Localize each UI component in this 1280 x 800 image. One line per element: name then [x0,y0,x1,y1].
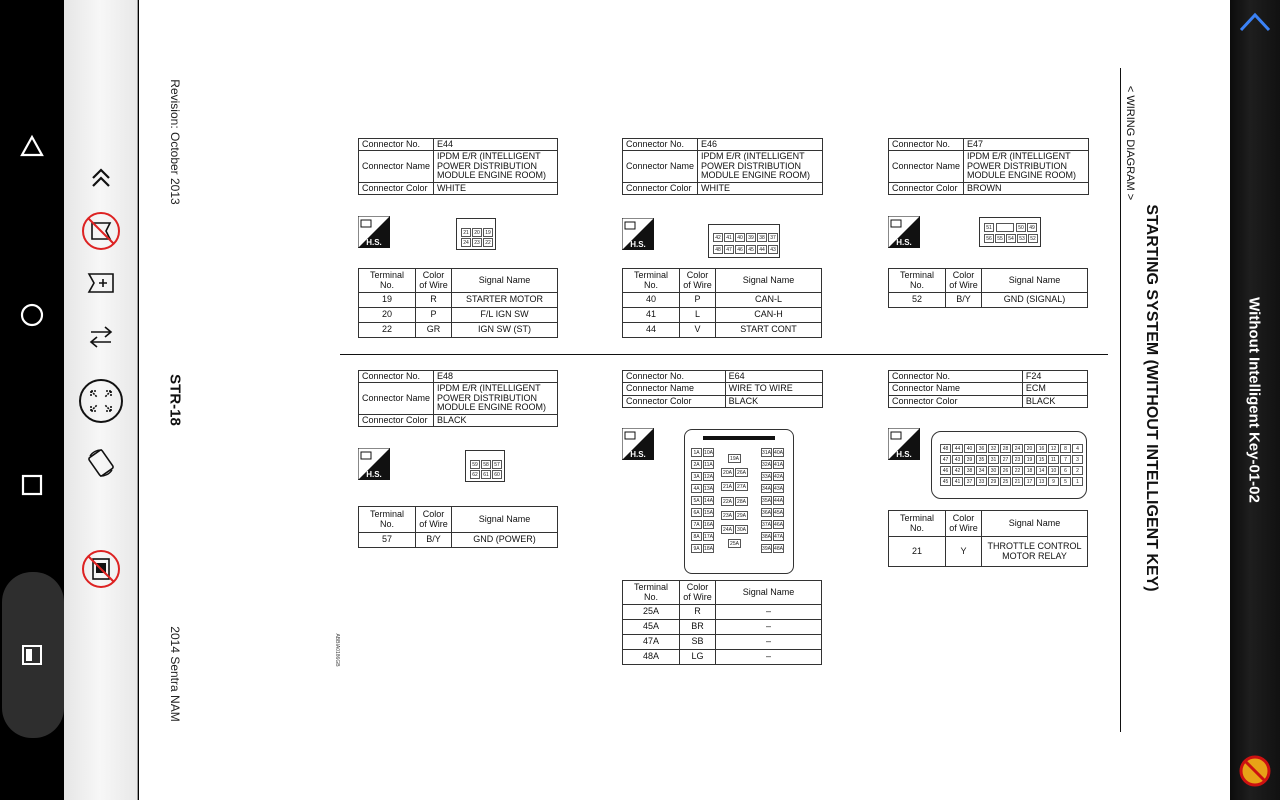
table-row: 48A LG – [623,650,822,665]
pin: 37 [768,233,778,242]
pin: 13 [1036,477,1047,486]
pin: 41A [774,462,783,468]
pin: 31 [988,455,999,464]
pin: 43 [952,455,963,464]
signal-table-e44 [358,268,558,338]
pin: 15 [1036,455,1047,464]
pin: 32 [988,444,999,453]
recents-button[interactable] [12,465,52,505]
connector-face-e44 [456,218,496,250]
pin: 3A [691,472,702,481]
pin: 22 [483,238,493,247]
pin: 23A [721,511,734,520]
pin: 48 [940,444,951,453]
hs-symbol [622,428,654,460]
pin: 4A [691,484,702,493]
pin: 40A [774,450,783,456]
pin: 38A [762,534,771,540]
pin: 11A [704,462,713,468]
pin: 33 [976,477,987,486]
connector-info-e46: Connector No. E46 Connector Name IPDM E/R (INTELLIGENT POWER DISTRIBUTION MODULE ENGINE ROOM) Connector Color WHITE [622,138,823,195]
pin: 56 [984,234,994,243]
pin: 2A [691,460,702,469]
pin: 26A [735,468,748,477]
connector-latch [703,436,775,440]
connector-info-e48: Connector No. E48 Connector Name IPDM E/R (INTELLIGENT POWER DISTRIBUTION MODULE ENGINE ROOM) Connector Color BLACK [358,370,558,427]
chevron-up-icon [1238,10,1272,34]
pin: 22A [721,497,734,506]
revision-text: Revision: October 2013 [168,79,182,205]
pin: 48A [774,546,783,552]
pin: 46 [940,466,951,475]
window-title: Without Intelligent Key-01-02 [1245,297,1263,503]
pin: 19 [1024,455,1035,464]
pin: 23 [1012,455,1023,464]
pin: 3 [1072,455,1083,464]
pin: 16 [1036,444,1047,453]
table-row: 47A SB – [623,635,822,650]
pin: 31A [762,450,771,456]
hs-symbol [888,428,920,460]
remove-bookmark-button[interactable] [78,208,124,254]
pin: 38 [964,466,975,475]
table-row: 52 B/Y GND (SIGNAL) [889,293,1088,308]
pin: 42A [774,474,783,480]
pin: 27A [735,482,748,491]
pin: 8A [691,532,702,541]
hs-symbol [358,216,390,248]
system-nav-bar [0,0,64,800]
pin: 30 [988,466,999,475]
page-subtitle: < WIRING DIAGRAM > [1124,85,1136,201]
svg-text:H.S.: H.S. [630,240,646,249]
pin: 2 [1072,466,1083,475]
no-device-icon [81,549,121,589]
pin: 42 [713,233,723,242]
harness-side-icon [358,448,390,480]
pin: 1 [1072,477,1083,486]
collapse-button[interactable] [1238,10,1272,39]
pin: 39 [746,233,756,242]
signal-table-e48: Terminal No. Color of Wire Signal Name 57 B/Y GND (POWER) [358,506,558,548]
viewer-toolbar [64,0,138,800]
table-row: 44 V START CONT [623,323,822,338]
pin: 39 [964,455,975,464]
pin: 54 [1006,234,1016,243]
connector-name-value: IPDM E/R (INTELLIGENT POWER DISTRIBUTION MODULE ENGINE ROOM) [434,151,558,182]
pin: 34 [976,466,987,475]
pin: 48 [713,245,723,254]
pin: 13A [704,486,713,492]
header-color-of-wire: Color of Wire [416,269,452,293]
pin: 8 [1060,444,1071,453]
pin: 12 [1048,444,1059,453]
hs-symbol [358,448,390,480]
pin: 36A [762,510,771,516]
recents-icon [21,474,43,496]
signal-table-e46: Terminal No. Color of Wire Signal Name 40 P CAN-L 41 L CAN-H 44 V START CONT [622,268,822,338]
figure-id: ABBIA0186GB [334,633,340,667]
pin: 10A [704,450,713,456]
page-code: STR-18 [166,374,184,426]
connector-no-value: E44 [434,139,558,151]
connector-face-e48: 59 58 57 62 61 60 [465,450,505,482]
pin: 44 [952,444,963,453]
rotate-button[interactable] [78,440,124,486]
pin: 22 [1012,466,1023,475]
pin: 37 [964,477,975,486]
table-row: 21 Y THROTTLE CONTROL MOTOR RELAY [889,537,1088,567]
header-signal-name: Signal Name [452,269,558,293]
fullscreen-button[interactable] [78,378,124,424]
device-status-button[interactable] [78,546,124,592]
pin: 49 [1027,223,1037,232]
add-bookmark-button[interactable] [78,260,124,306]
pin: 43 [768,245,778,254]
pin: 18 [1024,466,1035,475]
pin: 25 [1000,477,1011,486]
pin: 41 [952,477,963,486]
no-bookmark-icon [81,211,121,251]
pin: 27 [1000,455,1011,464]
pin: 21 [461,228,471,237]
svg-text:H.S.: H.S. [896,450,912,459]
swap-icon [87,324,115,350]
pin: 12A [704,474,713,480]
table-row: 40 P CAN-L [623,293,822,308]
pin: 32A [762,462,771,468]
table-row: 41 L CAN-H [623,308,822,323]
pin: 47A [774,534,783,540]
connector-face-f24 [931,431,1087,499]
pin: 36 [976,444,987,453]
harness-side-icon [888,428,920,460]
document-page[interactable] [139,0,1230,800]
connector-info-e64: Connector No. E64 Connector Name WIRE TO WIRE Connector Color BLACK [622,370,823,408]
pin: 5A [691,496,702,505]
svg-text:H.S.: H.S. [366,470,382,479]
table-row: 20 P F/L IGN SW [359,308,558,323]
pin: 47 [940,455,951,464]
pin: 45 [746,245,756,254]
pin: 24 [1012,444,1023,453]
pin: 20 [472,228,482,237]
signal-table-f24: Terminal No. Color of Wire Signal Name 21 Y THROTTLE CONTROL MOTOR RELAY [888,510,1088,567]
no-sign-icon [1238,754,1272,788]
pin: 9A [691,544,702,553]
pin: 40 [735,233,745,242]
back-button[interactable] [12,126,52,166]
harness-side-icon [358,216,390,248]
pin: 15A [704,510,713,516]
fullscreen-icon [78,378,124,424]
pin: 44 [757,245,767,254]
notification-button[interactable] [1238,754,1272,793]
pin: 35A [762,498,771,504]
connector-color-value: WHITE [434,182,558,194]
table-row: 22 GR IGN SW (ST) [359,323,558,338]
pin: 42 [952,466,963,475]
label-connector-no: Connector No. [359,139,434,151]
pin: 14A [704,498,713,504]
connector-info-f24: Connector No. F24 Connector Name ECM Connector Color BLACK [888,370,1088,408]
pin: 21 [1012,477,1023,486]
pin: 29 [988,477,999,486]
page-title: STARTING SYSTEM (WITHOUT INTELLIGENT KEY) [1143,204,1160,592]
pin: 28 [1000,444,1011,453]
pin: 28A [735,497,748,506]
harness-side-icon [622,218,654,250]
pin: 19 [483,228,493,237]
pin: 4 [1072,444,1083,453]
swap-button[interactable] [78,314,124,360]
home-button[interactable] [12,295,52,335]
pin: 37A [762,522,771,528]
svg-text:H.S.: H.S. [630,450,646,459]
pin: 39A [762,546,771,552]
section-divider [340,354,1108,355]
pin: 34A [762,486,771,492]
hs-symbol [888,216,920,248]
pin: 43A [774,486,783,492]
label-connector-color: Connector Color [359,182,434,194]
pin: 25A [728,539,741,548]
pin: 24 [461,238,471,247]
harness-side-icon [622,428,654,460]
pin: 23 [472,238,482,247]
pin: 1A [691,448,702,457]
signal-table-e47: Terminal No. Color of Wire Signal Name 52 B/Y GND (SIGNAL) [888,268,1088,308]
pin: 18A [704,546,713,552]
table-row: 25A R – [623,605,822,620]
pin: 20 [1024,444,1035,453]
app-button[interactable] [12,635,52,675]
hs-symbol [622,218,654,250]
pin: 5 [1060,477,1071,486]
connector-info-e44 [358,138,558,195]
back-icon [19,134,45,158]
pin: 24A [721,525,734,534]
pin: 21A [721,482,734,491]
pin: 47 [724,245,734,254]
pin: 17 [1024,477,1035,486]
home-icon [19,302,45,328]
pin: 19A [728,454,741,463]
pin: 30A [735,525,748,534]
pin: 44A [774,498,783,504]
svg-text:H.S.: H.S. [366,238,382,247]
pin: 33A [762,474,771,480]
title-rule [1120,68,1121,732]
pin: 29A [735,511,748,520]
pin: 45 [940,477,951,486]
connector-info-e47: Connector No. E47 Connector Name IPDM E/R (INTELLIGENT POWER DISTRIBUTION MODULE ENGINE ROOM) Connector Color BROWN [888,138,1089,195]
table-row: 45A BR – [623,620,822,635]
app-icon [21,644,43,666]
pin: 38 [757,233,767,242]
pin: 40 [964,444,975,453]
pin: 35 [976,455,987,464]
pin: 55 [995,234,1005,243]
pin: 53 [1017,234,1027,243]
pin: 20A [721,468,734,477]
pin: 7 [1060,455,1071,464]
chevron-up-double-icon [88,165,114,191]
svg-text:H.S.: H.S. [896,238,912,247]
add-bookmark-icon [86,270,116,296]
pin: 7A [691,520,702,529]
header-terminal-no: Terminal No. [359,269,416,293]
table-row: 57 B/Y GND (POWER) [359,533,558,548]
table-row: 19 R STARTER MOTOR [359,293,558,308]
pin: 52 [1028,234,1038,243]
connector-face-e46 [708,224,780,258]
pin: 10 [1048,466,1059,475]
scroll-top-button[interactable] [78,155,124,201]
pin: 51 [984,223,994,232]
pin-blank [996,223,1014,232]
pin: 9 [1048,477,1059,486]
pin: 41 [724,233,734,242]
model-text: 2014 Sentra NAM [168,626,182,722]
pin: 50 [1016,223,1026,232]
label-connector-name: Connector Name [359,151,434,182]
pin: 16A [704,522,713,528]
pin: 17A [704,534,713,540]
pin: 46 [735,245,745,254]
pin: 11 [1048,455,1059,464]
pin: 6A [691,508,702,517]
pin: 6 [1060,466,1071,475]
connector-face-e47 [979,217,1041,247]
rotate-icon [84,446,118,480]
harness-side-icon [888,216,920,248]
pin: 14 [1036,466,1047,475]
signal-table-e64: Terminal No. Color of Wire Signal Name 25A R – 45A BR – 47A SB – 48A LG – [622,580,822,665]
pin: 26 [1000,466,1011,475]
pin: 46A [774,522,783,528]
pin: 45A [774,510,783,516]
connector-face-e64 [684,429,794,574]
